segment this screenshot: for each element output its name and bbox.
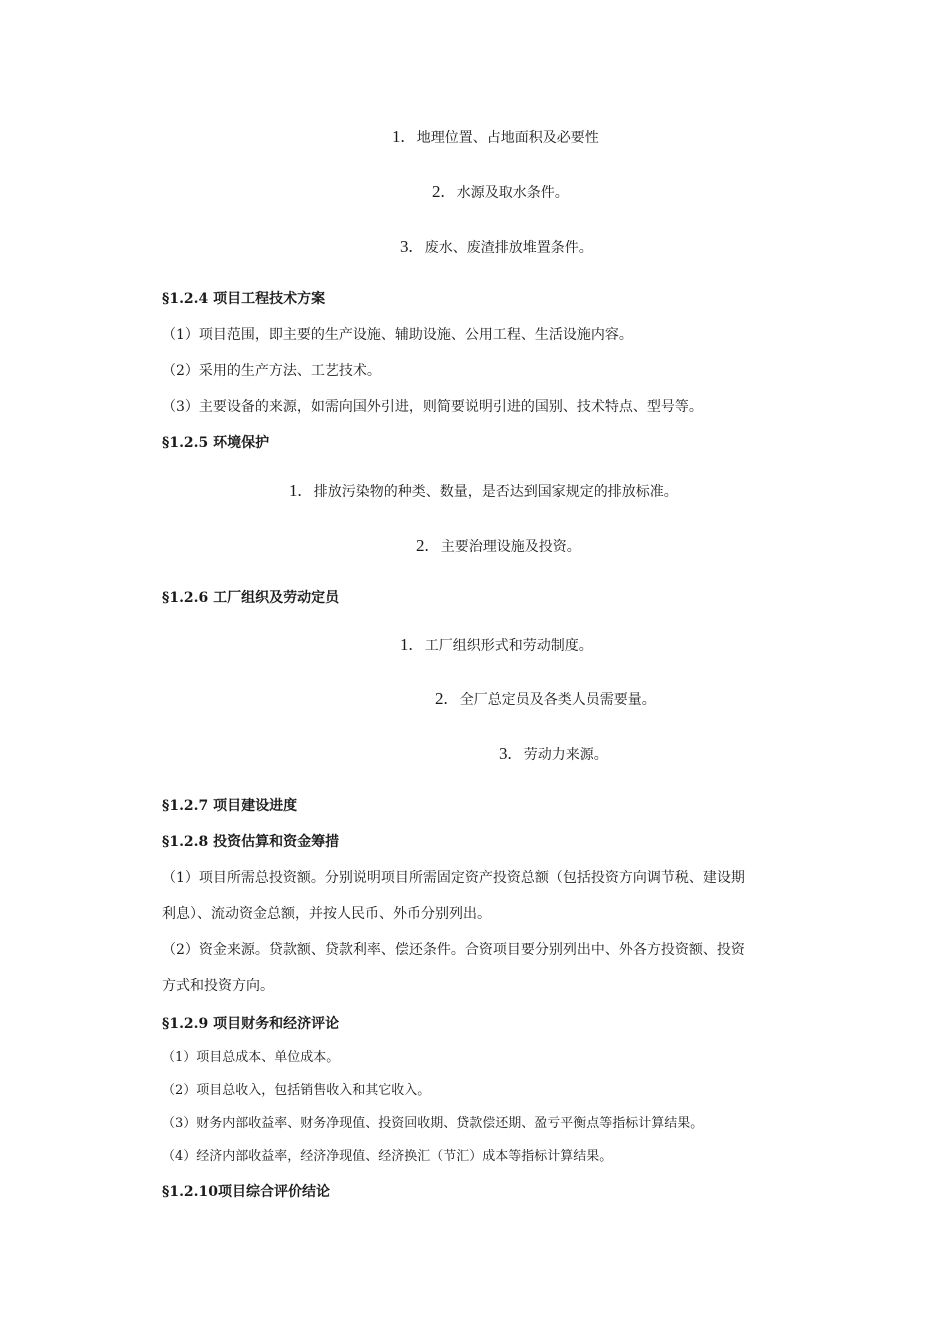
paragraph-line: （1）项目所需总投资额。分别说明项目所需固定资产投资总额（包括投资方向调节税、建设期 (162, 870, 745, 886)
list-number: 2. (435, 689, 448, 708)
list-item (400, 635, 593, 656)
section-heading: §1.2.6 工厂组织及劳动定员 (162, 590, 340, 606)
list-item (400, 237, 593, 258)
paragraph: （1）项目总成本、单位成本。 (162, 1050, 340, 1065)
paragraph: （4）经济内部收益率，经济净现值、经济换汇（节汇）成本等指标计算结果。 (162, 1149, 613, 1164)
list-item (432, 182, 569, 203)
list-item (289, 481, 678, 502)
list-text: 全厂总定员及各类人员需要量。 (459, 692, 656, 708)
list-item (416, 536, 581, 557)
paragraph-line: 方式和投资方向。 (162, 978, 274, 994)
list-number: 1. (392, 127, 405, 146)
section-heading: §1.2.7 项目建设进度 (162, 798, 298, 814)
section-heading: §1.2.10项目综合评价结论 (162, 1184, 331, 1200)
paragraph: （3）财务内部收益率、财务净现值、投资回收期、贷款偿还期、盈亏平衡点等指标计算结果。 (162, 1116, 704, 1131)
list-item (499, 744, 608, 765)
list-number: 2. (416, 536, 429, 555)
list-text: 劳动力来源。 (523, 747, 608, 763)
paragraph-line: 利息）、流动资金总额，并按人民币、外币分别列出。 (162, 906, 491, 922)
list-text: 废水、废渣排放堆置条件。 (424, 240, 593, 256)
list-number: 3. (400, 237, 413, 256)
paragraph: （1）项目范围，即主要的生产设施、辅助设施、公用工程、生活设施内容。 (162, 327, 633, 343)
list-item (392, 127, 599, 148)
list-item (435, 689, 656, 710)
section-heading: §1.2.9 项目财务和经济评论 (162, 1016, 340, 1032)
list-number: 1. (289, 481, 302, 500)
paragraph: （2）项目总收入，包括销售收入和其它收入。 (162, 1083, 431, 1098)
list-text: 工厂组织形式和劳动制度。 (424, 638, 593, 654)
list-text: 水源及取水条件。 (456, 185, 569, 201)
paragraph: （2）采用的生产方法、工艺技术。 (162, 363, 381, 379)
paragraph-line: （2）资金来源。贷款额、贷款利率、偿还条件。合资项目要分别列出中、外各方投资额、投资 (162, 942, 745, 958)
list-text: 地理位置、占地面积及必要性 (416, 130, 599, 146)
list-number: 2. (432, 182, 445, 201)
section-heading: §1.2.8 投资估算和资金筹措 (162, 834, 340, 850)
section-heading: §1.2.5 环境保护 (162, 435, 270, 451)
list-number: 1. (400, 635, 413, 654)
list-text: 主要治理设施及投资。 (440, 539, 581, 555)
section-heading: §1.2.4 项目工程技术方案 (162, 291, 326, 307)
list-number: 3. (499, 744, 512, 763)
paragraph: （3）主要设备的来源，如需向国外引进，则简要说明引进的国别、技术特点、型号等。 (162, 399, 703, 415)
list-text: 排放污染物的种类、数量，是否达到国家规定的排放标准。 (313, 484, 678, 500)
